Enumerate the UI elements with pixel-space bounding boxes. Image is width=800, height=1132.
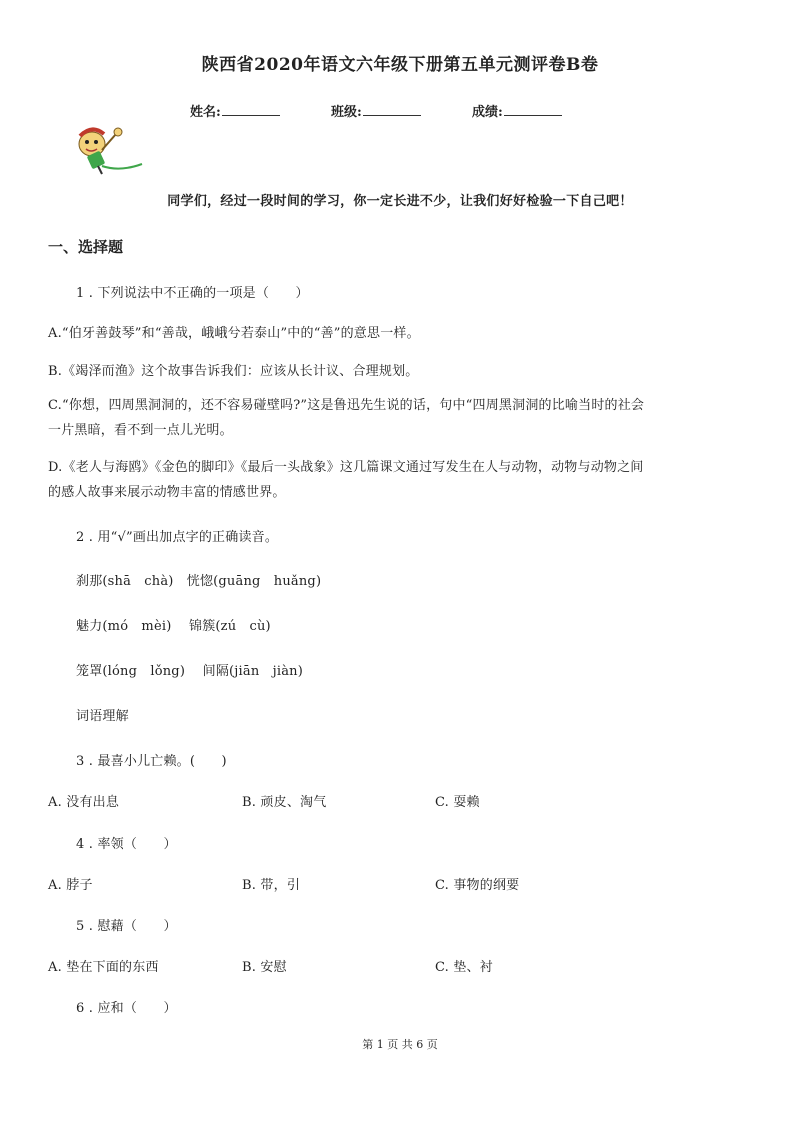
question-1-option-b[interactable]: B.《竭泽而渔》这个故事告诉我们：应该从长计议、合理规划。 (48, 364, 419, 379)
section-heading: 一、选择题 (48, 238, 124, 256)
pencil-mascot-icon (72, 120, 148, 180)
question-2-stem: 2 . 用“√”画出加点字的正确读音。 (76, 530, 279, 545)
question-1-stem: 1 . 下列说法中不正确的一项是（ ） (76, 286, 309, 301)
question-4-stem: 4 . 率领（ ） (76, 837, 177, 852)
name-label: 姓名: (190, 105, 221, 120)
question-5-option-c[interactable]: C. 垫、衬 (435, 960, 493, 975)
question-3-option-b[interactable]: B. 顽皮、淘气 (242, 795, 327, 810)
question-3-stem: 3 . 最喜小儿亡赖。( ) (76, 754, 227, 769)
question-6-stem: 6 . 应和（ ） (76, 1001, 177, 1016)
class-label: 班级: (331, 105, 362, 120)
question-3-option-a[interactable]: A. 没有出息 (48, 795, 120, 810)
name-field (190, 101, 280, 120)
question-1-option-d[interactable]: D.《老人与海鸥》《金色的脚印》《最后一头战象》这几篇课文通过写发生在人与动物，动物与动物之间的感人故事来展示动物丰富的情感世界。 (48, 460, 644, 500)
class-field (331, 101, 421, 120)
page-title: 陕西省2020年语文六年级下册第五单元测评卷B卷 (201, 55, 599, 75)
subsection-heading: 词语理解 (76, 709, 129, 724)
question-4-option-a[interactable]: A. 脖子 (48, 878, 93, 893)
question-4-option-c[interactable]: C. 事物的纲要 (435, 878, 520, 893)
class-blank[interactable] (363, 103, 421, 116)
question-2-line-1: 刹那(shā chà) 恍惚(guāng huǎng) (76, 574, 322, 589)
name-blank[interactable] (222, 103, 280, 116)
question-5-stem: 5 . 慰藉（ ） (76, 919, 177, 934)
intro-text: 同学们，经过一段时间的学习，你一定长进不少，让我们好好检验一下自己吧！ (167, 194, 633, 209)
score-blank[interactable] (504, 103, 562, 116)
question-2-line-3: 笼罩(lóng lǒng) 间隔(jiān jiàn) (76, 664, 303, 679)
question-1-option-c[interactable]: C.“你想，四周黑洞洞的，还不容易碰壁吗?”这是鲁迅先生说的话，句中“四周黑洞洞的比喻当时的社会一片黑暗，看不到一点儿光明。 (48, 398, 645, 438)
score-field (472, 101, 562, 120)
score-label: 成绩: (472, 105, 503, 120)
question-4-option-b[interactable]: B. 带，引 (242, 878, 301, 893)
question-2-line-2: 魅力(mó mèi) 锦簇(zú cù) (76, 619, 271, 634)
question-3-option-c[interactable]: C. 耍赖 (435, 795, 480, 810)
page-number: 第 1 页 共 6 页 (362, 1038, 438, 1051)
question-1-option-a[interactable]: A.“伯牙善鼓琴”和“善哉，峨峨兮若泰山”中的“善”的意思一样。 (48, 326, 420, 341)
question-5-option-b[interactable]: B. 安慰 (242, 960, 287, 975)
question-5-option-a[interactable]: A. 垫在下面的东西 (48, 960, 159, 975)
